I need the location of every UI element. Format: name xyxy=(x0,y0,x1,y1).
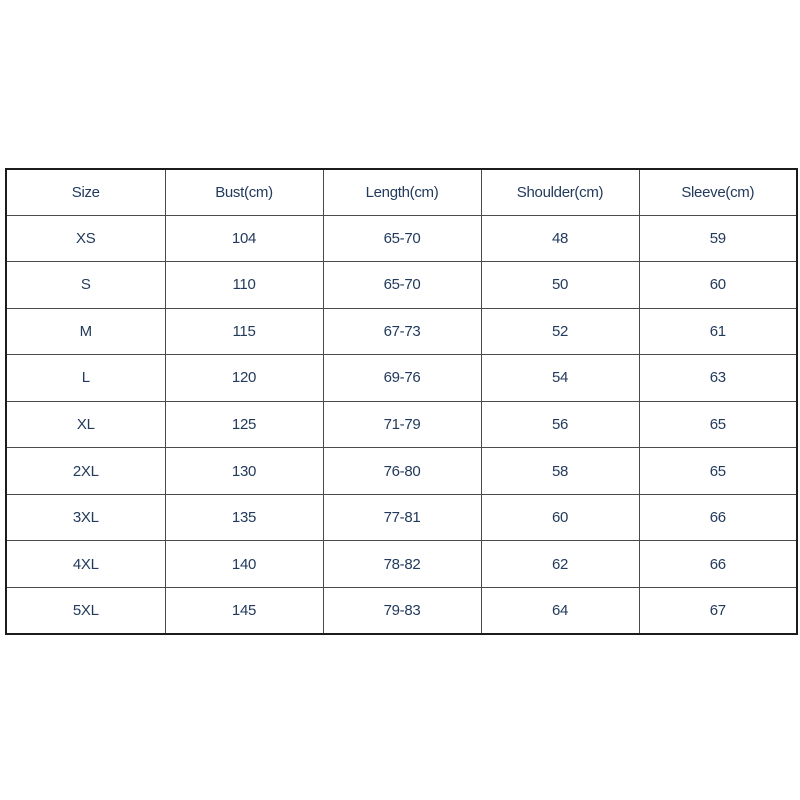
cell-sleeve: 59 xyxy=(639,215,797,262)
cell-sleeve: 60 xyxy=(639,262,797,309)
table-row xyxy=(6,541,797,588)
cell-size: S xyxy=(6,262,165,309)
cell-sleeve: 66 xyxy=(639,494,797,541)
cell-bust: 135 xyxy=(165,494,323,541)
cell-size: 5XL xyxy=(6,587,165,634)
size-chart-table xyxy=(5,168,798,635)
cell-bust: 115 xyxy=(165,308,323,355)
cell-shoulder: 64 xyxy=(481,587,639,634)
cell-sleeve: 61 xyxy=(639,308,797,355)
cell-bust: 120 xyxy=(165,355,323,402)
cell-shoulder: 50 xyxy=(481,262,639,309)
cell-bust: 130 xyxy=(165,448,323,495)
cell-length: 76-80 xyxy=(323,448,481,495)
cell-length: 79-83 xyxy=(323,587,481,634)
table-row xyxy=(6,262,797,309)
cell-sleeve: 63 xyxy=(639,355,797,402)
cell-shoulder: 54 xyxy=(481,355,639,402)
cell-size: L xyxy=(6,355,165,402)
cell-bust: 125 xyxy=(165,401,323,448)
table-row xyxy=(6,355,797,402)
cell-length: 65-70 xyxy=(323,215,481,262)
table-row xyxy=(6,215,797,262)
header-size: Size xyxy=(6,169,165,215)
table-row xyxy=(6,401,797,448)
cell-size: XS xyxy=(6,215,165,262)
table-row xyxy=(6,448,797,495)
cell-length: 78-82 xyxy=(323,541,481,588)
header-bust: Bust(cm) xyxy=(165,169,323,215)
cell-length: 71-79 xyxy=(323,401,481,448)
cell-shoulder: 62 xyxy=(481,541,639,588)
header-length: Length(cm) xyxy=(323,169,481,215)
table-row xyxy=(6,308,797,355)
table-row xyxy=(6,494,797,541)
header-row xyxy=(6,169,797,215)
cell-sleeve: 66 xyxy=(639,541,797,588)
cell-sleeve: 67 xyxy=(639,587,797,634)
cell-shoulder: 60 xyxy=(481,494,639,541)
cell-size: 3XL xyxy=(6,494,165,541)
cell-shoulder: 58 xyxy=(481,448,639,495)
cell-bust: 140 xyxy=(165,541,323,588)
cell-length: 69-76 xyxy=(323,355,481,402)
header-shoulder: Shoulder(cm) xyxy=(481,169,639,215)
cell-sleeve: 65 xyxy=(639,401,797,448)
cell-size: XL xyxy=(6,401,165,448)
cell-length: 77-81 xyxy=(323,494,481,541)
cell-bust: 104 xyxy=(165,215,323,262)
cell-bust: 110 xyxy=(165,262,323,309)
cell-size: 2XL xyxy=(6,448,165,495)
table-row xyxy=(6,587,797,634)
cell-shoulder: 48 xyxy=(481,215,639,262)
cell-length: 65-70 xyxy=(323,262,481,309)
cell-size: 4XL xyxy=(6,541,165,588)
cell-sleeve: 65 xyxy=(639,448,797,495)
cell-length: 67-73 xyxy=(323,308,481,355)
cell-shoulder: 56 xyxy=(481,401,639,448)
cell-bust: 145 xyxy=(165,587,323,634)
header-sleeve: Sleeve(cm) xyxy=(639,169,797,215)
cell-size: M xyxy=(6,308,165,355)
cell-shoulder: 52 xyxy=(481,308,639,355)
